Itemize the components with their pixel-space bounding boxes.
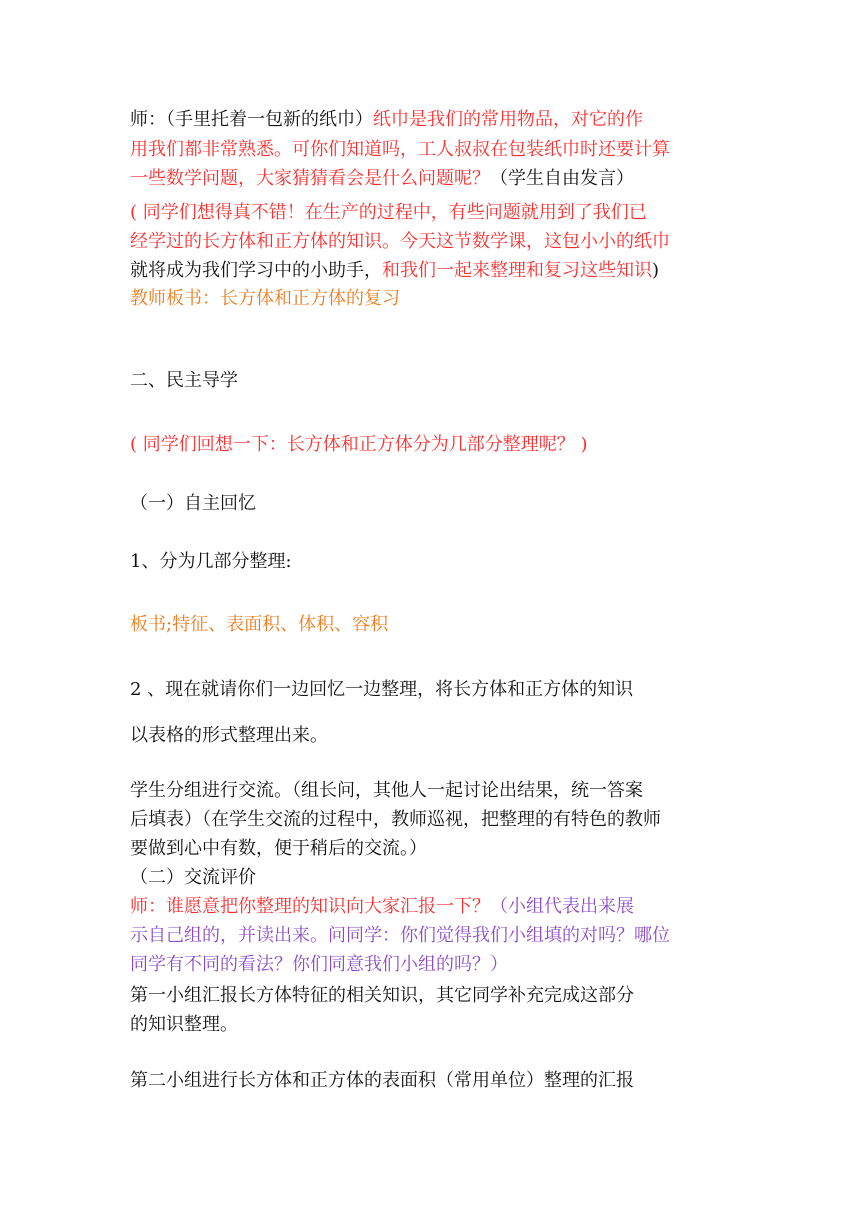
item-2-line-1: 2 、现在就请你们一边回忆一边整理，将长方体和正方体的知识 [130,679,634,700]
review-red-text: 和我们一起来整理和复习这些知识 [382,260,652,281]
item-1-text: 1、分为几部分整理: [130,551,292,572]
teacher-intro-text: 师：（手里托着一包新的纸巾） [130,109,373,130]
board-item-list: 板书;特征、表面积、体积、容积 [130,614,389,635]
paragraph-1-line-3 [130,165,750,193]
student-response-note: （学生自由发言） [490,168,634,189]
item-2-line-2: 以表格的形式整理出来。 [130,725,328,746]
paragraph-1-line-2: 用我们都非常熟悉。可你们知道吗，工人叔叔在包装纸巾时还要计算 [130,139,670,160]
section-2-heading: 二、民主导学 [130,370,238,391]
board-title: 教师板书：长方体和正方体的复习 [130,288,400,309]
group-discussion-line-1: 学生分组进行交流。（组长问，其他人一起讨论出结果，统一答案 [130,780,643,801]
paragraph-1-line-1 [130,106,750,134]
group-2-report-line-1: 第二小组进行长方体和正方体的表面积（常用单位）整理的汇报 [130,1070,634,1091]
subsection-1-heading: （一）自主回忆 [130,493,256,514]
paragraph-2-line-3 [130,257,750,285]
helper-text: 就将成为我们学习中的小助手， [130,260,382,281]
group-1-report-line-1: 第一小组汇报长方体特征的相关知识，其它同学补充完成这部分 [130,985,634,1006]
closing-paren: ) [652,260,660,281]
question-red-text: 一些数学问题，大家猜猜看会是什么问题呢？ [130,168,490,189]
group-1-report-line-2: 的知识整理。 [130,1014,238,1035]
teacher-intro-red-text: 纸巾是我们的常用物品，对它的作 [373,109,643,130]
group-discussion-line-2: 后填表）（在学生交流的过程中，教师巡视，把整理的有特色的教师 [130,809,661,830]
group-discussion-line-3: 要做到心中有数，便于稍后的交流。） [130,838,427,859]
teacher-prompt-line-2: 示自己组的，并读出来。问同学：你们觉得我们小组填的对吗？哪位 [130,925,670,946]
paragraph-2-line-2: 经学过的长方体和正方体的知识。今天这节数学课，这包小小的纸巾 [130,231,670,252]
paragraph-2-line-1: ( 同学们想得真不错！在生产的过程中，有些问题就用到了我们已 [130,202,647,223]
subsection-2-heading: （二）交流评价 [130,867,256,888]
teacher-prompt-line-3: 同学有不同的看法？你们同意我们小组的吗？） [130,954,508,975]
teacher-prompt-line-1 [130,893,750,921]
review-question: ( 同学们回想一下：长方体和正方体分为几部分整理呢？ ) [130,434,588,455]
teacher-prompt-purple-text: （小组代表出来展 [490,896,634,917]
teacher-prompt-red-text: 师：谁愿意把你整理的知识向大家汇报一下？ [130,896,490,917]
